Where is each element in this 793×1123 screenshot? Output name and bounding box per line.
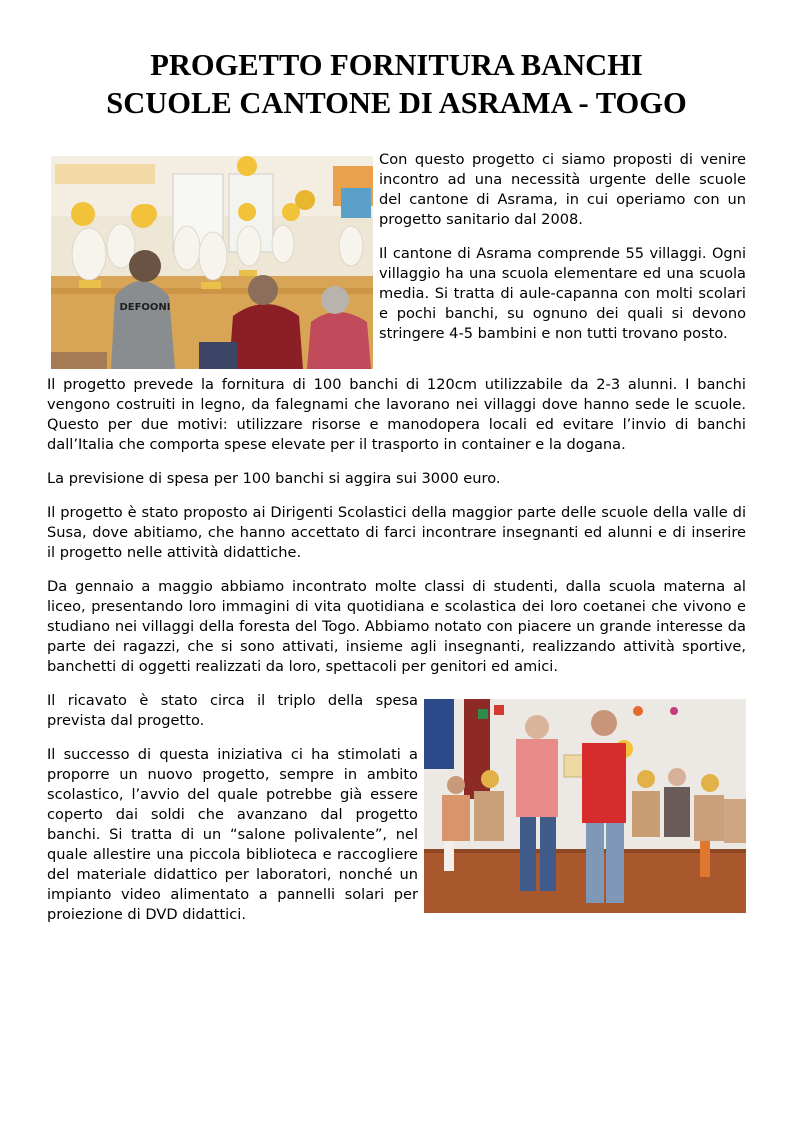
- document-title: [47, 46, 746, 122]
- paragraph-3: Il progetto prevede la fornitura di 100 banchi di 120cm utilizzabile da 2-3 alunni. I banchi vengono costruiti in legno, da falegnami che lavorano nei villaggi dove hanno sede le scuole. Questo per due motivi: utilizzare risorse e manodopera locali ed evitare l’invio di banchi dall’Italia che comporta spese elevate per il trasporto in container e la dogana.: [47, 376, 746, 453]
- photo-children-performance-image: [51, 156, 373, 369]
- photo-donation-handover: [424, 699, 746, 913]
- photo-donation-handover-image: [424, 699, 746, 913]
- paragraph-7: Il ricavato è stato circa il triplo della spesa prevista dal progetto.: [47, 692, 418, 729]
- paragraph-8: Il successo di questa iniziativa ci ha stimolati a proporre un nuovo progetto, sempre in ambito scolastico, l’avvio del quale potrebbe già essere coperto dai soldi che avanzano dal progetto banchi. Si tratta di un “salone polivalente”, nel quale allestire una piccola biblioteca e raccogliere del materiale didattico per laboratori, nonché un impianto video alimentato a pannelli solari per proiezione di DVD didattici.: [47, 746, 418, 923]
- paragraph-1: Con questo progetto ci siamo proposti di venire incontro ad una necessità urgente delle scuole del cantone di Asrama, in cui operiamo con un progetto sanitario dal 2008.: [379, 151, 746, 228]
- paragraph-4: La previsione di spesa per 100 banchi si aggira sui 3000 euro.: [47, 470, 501, 487]
- shirt-text: DEFOONI: [119, 302, 171, 313]
- title-line-2: SCUOLE CANTONE DI ASRAMA - TOGO: [106, 86, 687, 120]
- paragraph-2: Il cantone di Asrama comprende 55 villaggi. Ogni villaggio ha una scuola elementare ed una scuola media. Si tratta di aule-capanna con molti scolari e pochi banchi, su ognuno dei quali si devono stringere 4-5 bambini e non tutti trovano posto.: [379, 245, 746, 342]
- photo-children-performance: [51, 156, 373, 369]
- paragraph-5: Il progetto è stato proposto ai Dirigenti Scolastici della maggior parte delle scuole della valle di Susa, dove abitiamo, che hanno accettato di farci incontrare insegnanti ed alunni e di inserire il progetto nelle attività didattiche.: [47, 504, 746, 561]
- title-line-1: PROGETTO FORNITURA BANCHI: [150, 48, 643, 82]
- paragraph-6: Da gennaio a maggio abbiamo incontrato molte classi di studenti, dalla scuola materna al liceo, presentando loro immagini di vita quotidiana e scolastica dei loro coetanei che vivono e studiano nei villaggi della foresta del Togo. Abbiamo notato con piacere un grande interesse da parte dei ragazzi, che si sono attivati, insieme agli insegnanti, realizzando attività sportive, banchetti di oggetti realizzati da loro, spettacoli per genitori ed amici.: [47, 578, 746, 675]
